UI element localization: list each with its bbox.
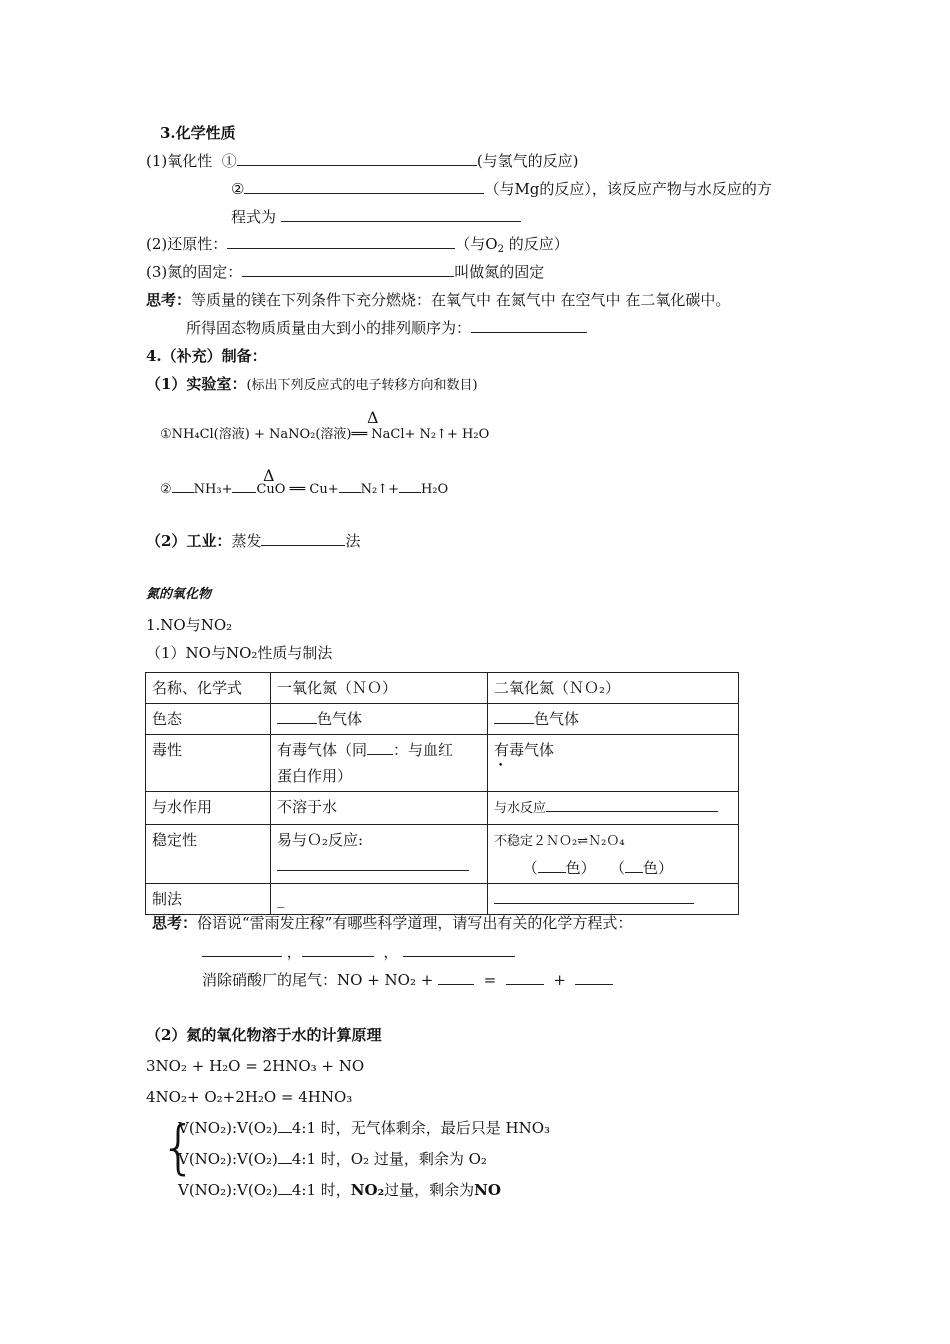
- fixation-note: 叫做氮的固定: [454, 263, 545, 281]
- oxidation-note-2: （与Mg的反应），该反应产物与水反应的方: [484, 180, 772, 198]
- table-cell: 毒性: [146, 735, 271, 792]
- left-brace-icon: {: [160, 1113, 197, 1181]
- answer-blank[interactable]: [278, 1180, 292, 1195]
- think-row-1: [146, 290, 730, 310]
- cell-text: 色气体: [317, 710, 363, 728]
- cell-text: 色）: [565, 859, 596, 877]
- coef-blank[interactable]: [399, 478, 421, 493]
- cell-text: 蛋白作用）: [277, 767, 353, 785]
- table-cell: 不溶于水: [271, 792, 488, 825]
- table-header: 一氧化氮（ＮＯ）: [271, 673, 488, 704]
- table-row: [146, 884, 739, 915]
- table-cell: [488, 704, 739, 735]
- continuation-text: 程式为: [231, 208, 277, 226]
- item-mark: ①: [221, 152, 237, 170]
- think-row-2: [186, 318, 587, 338]
- fixation-row: [146, 262, 544, 282]
- coef-blank[interactable]: [232, 478, 256, 493]
- answer-blank[interactable]: [278, 1118, 292, 1133]
- case-text-bold: NO: [474, 1181, 501, 1199]
- table-cell: [488, 884, 739, 915]
- reduction-note-end: 的反应）: [503, 235, 569, 253]
- separator: ，: [383, 943, 399, 961]
- heat-symbol-1: Δ: [367, 408, 379, 427]
- section-3-title: 3.化学性质: [160, 124, 236, 142]
- cell-text: 与水反应: [494, 801, 547, 816]
- case-text: 4:1 时，无气体剩余，最后只是 HNO₃: [291, 1119, 551, 1137]
- equation-1: ①NH₄Cl(溶液) + NaNO₂(溶液)══ NaCl+ N₂↑+ H₂O: [160, 427, 490, 442]
- ratio-text: V(NO₂):V(O₂): [178, 1119, 278, 1137]
- industry-text-2: 法: [345, 532, 361, 550]
- table-row: [146, 825, 739, 884]
- ratio-text: V(NO₂):V(O₂): [178, 1150, 278, 1168]
- answer-blank[interactable]: [506, 970, 544, 985]
- oxides-think-row: [152, 913, 632, 933]
- think-text: 俗语说“雷雨发庄稼”有哪些科学道理，请写出有关的化学方程式：: [197, 914, 633, 932]
- cell-text: 有毒气体: [494, 741, 555, 759]
- oxidation-note-1: (与氢气的反应): [476, 152, 579, 170]
- answer-blank[interactable]: [244, 179, 484, 194]
- table-row: [146, 792, 739, 825]
- reduction-note: （与O: [455, 235, 498, 253]
- calc-eq-2: 4NO₂+ O₂+2H₂O = 4HNO₃: [146, 1088, 353, 1106]
- equation-2: [160, 478, 448, 500]
- oxidation-row-3: [231, 207, 521, 227]
- answer-blank[interactable]: [202, 942, 282, 957]
- cell-text: 色气体: [534, 710, 580, 728]
- answer-blank[interactable]: [227, 234, 455, 249]
- cell-text: 易与Ｏ₂反应:: [277, 831, 364, 849]
- reduction-row: [146, 234, 569, 260]
- fixation-label: (3)氮的固定：: [146, 263, 243, 281]
- calc-case-2: [178, 1149, 487, 1169]
- oxides-heading: 氮的氧化物: [146, 587, 212, 602]
- table-header: 名称、化学式: [146, 673, 271, 704]
- oxides-answer-row: [202, 942, 515, 962]
- think-text: 等质量的镁在下列条件下充分燃烧：在氧气中 在氮气中 在空气中 在二氧化碳中。: [191, 291, 731, 309]
- answer-blank[interactable]: [494, 889, 694, 904]
- calc-title: （2）氮的氧化物溶于水的计算原理: [146, 1026, 382, 1044]
- case-text: 4:1 时，: [291, 1181, 351, 1199]
- industry-text: 蒸发: [231, 532, 262, 550]
- oxidation-row-2: [231, 179, 772, 199]
- section-4-title: 4.（补充）制备：: [146, 347, 267, 365]
- ratio-text: V(NO₂):V(O₂): [178, 1181, 278, 1199]
- table-cell: [271, 825, 488, 884]
- cell-text: （: [609, 859, 625, 877]
- cell-text: ：与血红: [393, 741, 454, 759]
- answer-blank[interactable]: [277, 709, 317, 724]
- table-header-row: [146, 673, 739, 704]
- lab-label: （1）实验室：: [146, 375, 247, 393]
- reduction-label: (2)还原性：: [146, 235, 228, 253]
- table-row: [146, 704, 739, 735]
- calc-eq-1: 3NO₂ + H₂O = 2HNO₃ + NO: [146, 1057, 365, 1075]
- item-mark: ②: [160, 482, 172, 497]
- heat-symbol-2: Δ: [263, 466, 275, 485]
- answer-blank[interactable]: [242, 262, 454, 277]
- table-cell: 制法: [146, 884, 271, 915]
- oxides-sub-1-1: （1）NO与NO₂性质与制法: [146, 644, 333, 662]
- answer-blank[interactable]: [261, 531, 345, 546]
- answer-blank[interactable]: [625, 858, 643, 873]
- answer-blank[interactable]: [278, 1149, 292, 1164]
- oxidation-label: (1)氧化性: [146, 152, 213, 170]
- answer-blank[interactable]: [367, 740, 393, 755]
- answer-blank[interactable]: [403, 942, 515, 957]
- subscript: 2: [497, 244, 504, 255]
- think-label: 思考：: [152, 914, 198, 932]
- eq-term: N₂↑+: [360, 482, 399, 497]
- cell-text: 不稳定２ＮＯ₂⇌Ｎ₂Ｏ₄: [494, 834, 625, 849]
- table-cell: [488, 735, 739, 792]
- answer-blank[interactable]: [575, 970, 613, 985]
- separator: ，: [286, 943, 302, 961]
- eq-term: H₂O: [420, 482, 449, 497]
- table-row: [146, 735, 739, 792]
- answer-blank[interactable]: [281, 207, 521, 222]
- answer-blank[interactable]: [237, 151, 477, 166]
- properties-table: [145, 672, 739, 915]
- think-label: 思考：: [146, 291, 192, 309]
- coef-blank[interactable]: [339, 478, 361, 493]
- equals: =: [483, 971, 497, 989]
- table-cell: [271, 704, 488, 735]
- lab-row: [146, 374, 478, 396]
- table-cell: _: [271, 884, 488, 915]
- table-cell: [488, 825, 739, 884]
- coef-blank[interactable]: [172, 478, 194, 493]
- oxides-sub-1: 1.NO与NO₂: [146, 616, 233, 634]
- industry-row: [146, 531, 360, 551]
- cell-text: （: [522, 859, 538, 877]
- case-text-bold: NO₂: [350, 1181, 385, 1199]
- answer-blank[interactable]: [277, 856, 469, 871]
- answer-blank[interactable]: [494, 709, 534, 724]
- case-text: 4:1 时，O₂ 过量，剩余为 O₂: [291, 1150, 487, 1168]
- table-cell: 与水作用: [146, 792, 271, 825]
- industry-label: （2）工业：: [146, 532, 232, 550]
- case-text: 过量，剩余为: [384, 1181, 475, 1199]
- think-text-2: 所得固态物质质量由大到小的排列顺序为：: [186, 319, 472, 337]
- eq-term: CuO ══ Cu+: [256, 482, 339, 497]
- eq-term: NH₃+: [193, 482, 233, 497]
- answer-blank[interactable]: [302, 942, 374, 957]
- tail-gas-row: [202, 970, 613, 990]
- plus: +: [553, 971, 566, 989]
- table-cell: 色态: [146, 704, 271, 735]
- answer-blank[interactable]: [471, 318, 587, 333]
- table-header: 二氧化氮（ＮＯ₂）: [488, 673, 739, 704]
- cell-text: 有毒气体（同: [277, 741, 368, 759]
- table-cell: 稳定性: [146, 825, 271, 884]
- answer-blank[interactable]: [538, 858, 566, 873]
- calc-case-1: [178, 1118, 550, 1138]
- table-cell: [488, 792, 739, 825]
- cell-text: 色）: [642, 859, 673, 877]
- answer-blank[interactable]: [546, 797, 718, 812]
- tail-label: 消除硝酸厂的尾气：NO + NO₂ +: [202, 971, 434, 989]
- calc-case-3: [178, 1180, 501, 1200]
- answer-blank[interactable]: [438, 970, 474, 985]
- oxidation-row-1: [146, 151, 579, 171]
- table-cell: [271, 735, 488, 792]
- item-mark: ②: [231, 180, 245, 198]
- lab-note: (标出下列反应式的电子转移方向和数目): [246, 378, 478, 393]
